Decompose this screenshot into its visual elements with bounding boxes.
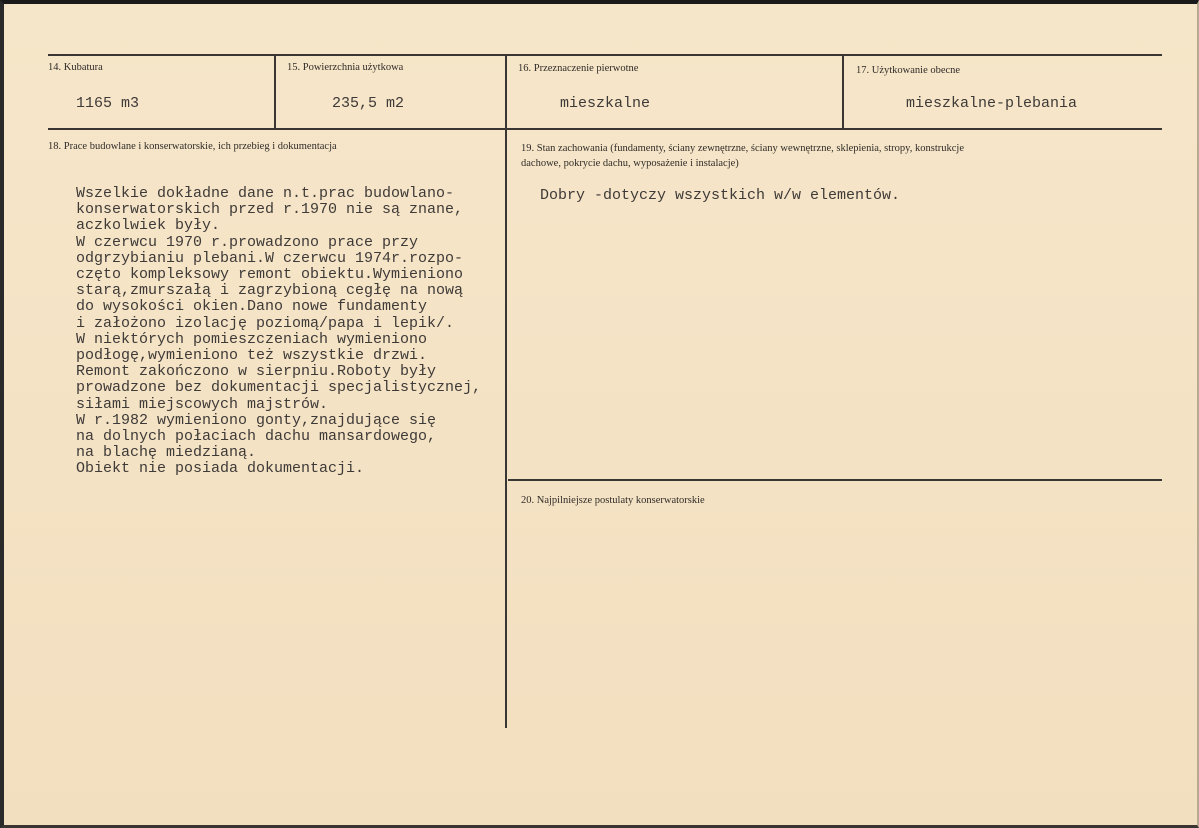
field-14-label: 14. Kubatura (48, 62, 103, 73)
field-19-label: 19. Stan zachowania (fundamenty, ściany zewnętrzne, ściany wewnętrzne, sklepienia, stropy, konstrukcje (521, 143, 964, 154)
field-18-line: na dolnych połaciach dachu mansardowego, (76, 428, 437, 446)
field-18-line: i założono izolację poziomą/papa i lepik/. (76, 314, 455, 332)
divider-15-16 (505, 54, 507, 728)
field-18-line: Remont zakończono w sierpniu.Roboty były (76, 363, 437, 381)
field-15-value: 235,5 m2 (332, 95, 405, 112)
divider-14-15 (274, 54, 276, 128)
field-18-line: starą,zmurszałą i zagrzybioną cegłę na nową (76, 282, 464, 300)
field-19-label-continued: dachowe, pokrycie dachu, wyposażenie i instalacje) (521, 158, 739, 169)
field-18-line: Wszelkie dokładne dane n.t.prac budowlano- (76, 185, 455, 202)
field-18-line: odgrzybianiu plebani.W czerwcu 1974r.rozpo- (76, 249, 464, 267)
field-18-line: prowadzone bez dokumentacji specjalistycznej, (76, 379, 482, 397)
field-15-label: 15. Powierzchnia użytkowa (287, 62, 404, 73)
field-17-value: mieszkalne-plebania (906, 95, 1078, 112)
field-14-value: 1165 m3 (76, 95, 140, 112)
header-row-rule (48, 128, 1162, 130)
field-18-line: konserwatorskich przed r.1970 nie są znane, (76, 201, 464, 219)
field-18-line: Obiekt nie posiada dokumentacji. (76, 460, 365, 478)
divider-16-17 (842, 54, 844, 128)
field-18-text (76, 186, 481, 478)
field-17-label: 17. Użytkowanie obecne (856, 65, 961, 76)
field-18-label: 18. Prace budowlane i konserwatorskie, ich przebieg i dokumentacja (48, 141, 337, 152)
field-20-label: 20. Najpilniejsze postulaty konserwatorskie (521, 495, 705, 506)
section-19-bottom-rule (508, 479, 1162, 481)
field-16-value: mieszkalne (560, 95, 651, 112)
field-18-line: na blachę miedzianą. (76, 444, 257, 462)
field-18-line: W niektórych pomieszczeniach wymieniono (76, 330, 428, 348)
top-rule (48, 54, 1162, 56)
field-19-value: Dobry -dotyczy wszystkich w/w elementów. (540, 187, 901, 204)
field-18-line: aczkolwiek były. (76, 217, 221, 235)
field-18-line: W r.1982 wymieniono gonty,znajdujące się (76, 411, 437, 429)
field-18-line: podłogę,wymieniono też wszystkie drzwi. (76, 347, 428, 365)
field-18-line: W czerwcu 1970 r.prowadzono prace przy (76, 233, 419, 251)
field-18-line: siłami miejscowych majstrów. (76, 395, 329, 413)
field-16-label: 16. Przeznaczenie pierwotne (518, 63, 639, 74)
field-18-line: do wysokości okien.Dano nowe fundamenty (76, 298, 428, 316)
field-18-line: częto kompleksowy remont obiektu.Wymieniono (76, 266, 464, 284)
